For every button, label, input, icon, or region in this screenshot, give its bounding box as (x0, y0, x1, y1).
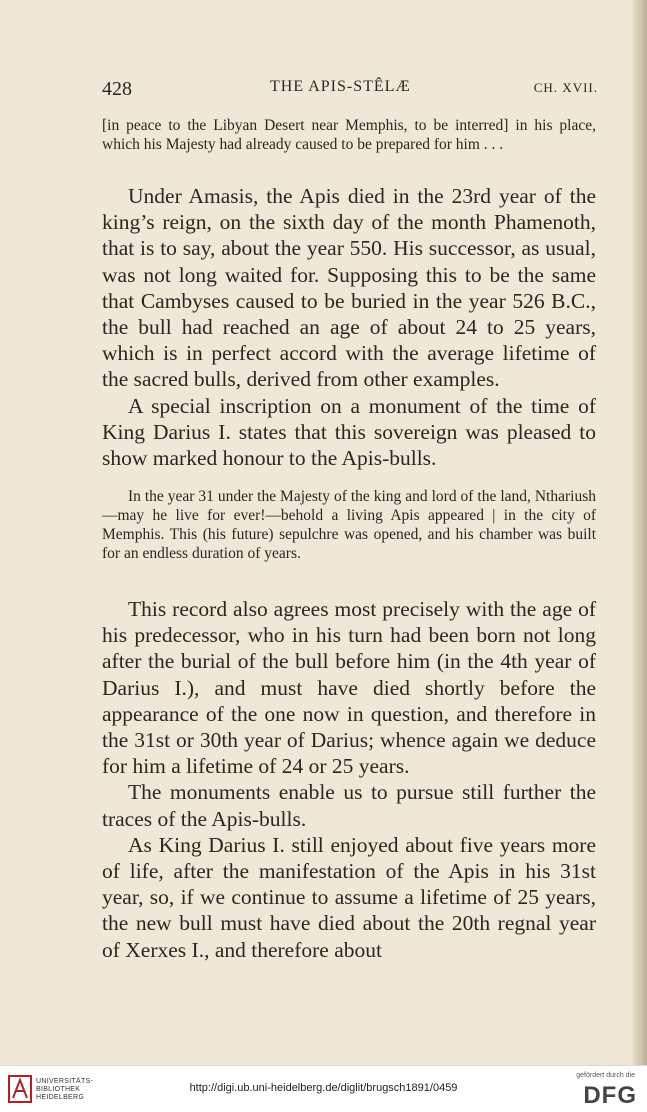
chapter-label: CH. XVII. (533, 80, 598, 95)
institution-line-1: UNIVERSITÄTS- (36, 1078, 94, 1085)
paragraph-xerxes: As King Darius I. still enjoyed about five years more of life, after the manifestation of the Apis in his 31st year, so, if we continue to assume a lifetime of 25 years, the new bull must have died about the 20th regnal year of Xerxes I., and therefore about (102, 832, 596, 962)
paragraph-darius-inscription: A special inscription on a monument of the time of King Darius I. states that this sovereign was pleased to show marked honour to the Apis-bulls. (102, 393, 596, 471)
institution-line-2: BIBLIOTHEK (36, 1086, 81, 1093)
inscription-text: In the year 31 under the Majesty of the king and lord of the land, Nthariush—may he live for ever!—behold a living Apis appeared | in the city of Memphis. This (his future) sepulchre was opened, and his chamber was built for an endless duration of years. (102, 488, 596, 562)
body-section-2 (102, 596, 596, 963)
paragraph-monuments: The monuments enable us to pursue still further the traces of the Apis-bulls. (102, 780, 596, 831)
paragraph-amasis: Under Amasis, the Apis died in the 23rd year of the king’s reign, on the sixth day of the month Phamenoth, that is to say, about the year 550. His successor, as usual, was not long waited for. Supposing this to be the same that Cambyses caused to be buried in the year 526 B.C., the bull had reached an age of about 24 to 25 years, which is in perfect accord with the average lifetime of the sacred bulls, derived from other examples. (102, 184, 596, 392)
page-edge (633, 0, 647, 1065)
page-number: 428 (102, 78, 132, 100)
digitization-footer (0, 1065, 647, 1112)
body-section-1 (102, 183, 596, 471)
quotation-top: [in peace to the Libyan Desert near Memphis, to be interred] in his place, which his Majesty had already caused to be prepared for him . . . (102, 117, 596, 153)
institution-line-3: HEIDELBERG (36, 1094, 85, 1101)
funding-note: gefördert durch die (576, 1072, 635, 1079)
permalink-url[interactable]: http://digi.ub.uni-heidelberg.de/diglit/brugsch1891/0459 (189, 1082, 458, 1094)
dfg-logo: DFG (583, 1082, 637, 1109)
inscription-quotation (102, 487, 596, 563)
paragraph-predecessor: This record also agrees most precisely with the age of his predecessor, who in his turn had been born not long after the burial of the bull before him (in the 4th year of Darius I.), and must have died shortly before the appearance of the one now in question, and therefore in the 31st or 30th year of Darius; whence again we deduce for him a lifetime of 24 or 25 years. (102, 597, 596, 779)
running-title: THE APIS-STÊLÆ (270, 78, 411, 95)
running-header (102, 78, 598, 102)
